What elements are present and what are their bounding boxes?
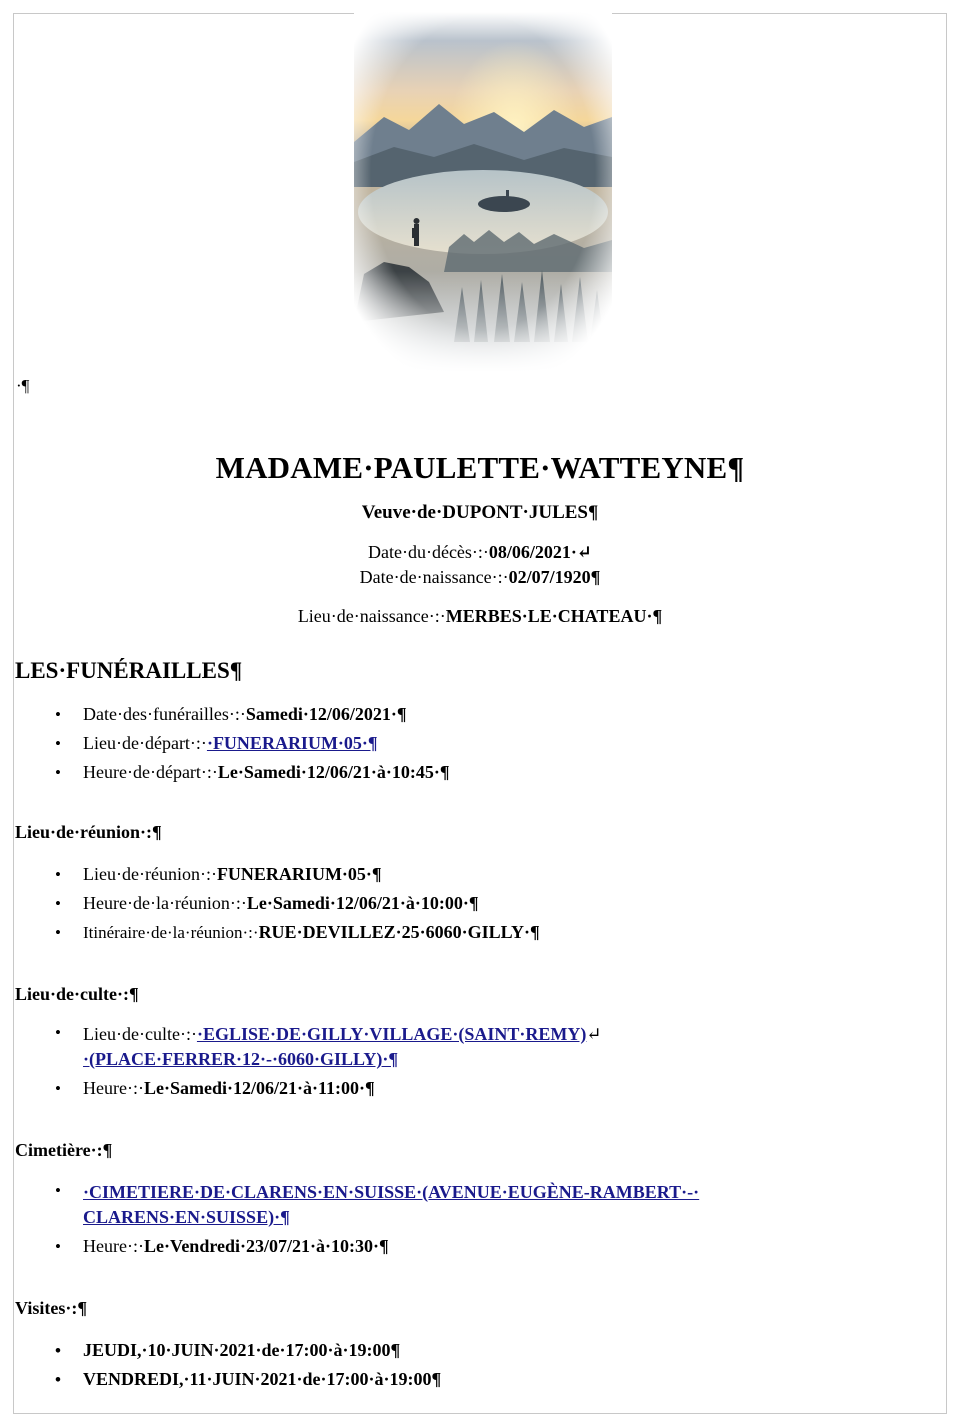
birthplace-value: MERBES·LE·CHATEAU·¶ [445,606,663,626]
list-item [14,729,450,758]
cimetiere-list [14,1178,699,1261]
death-date-label: Date·du·décès·:· [367,542,489,562]
item-label: Lieu·de·culte·:· [83,1024,197,1044]
list-item [14,700,450,729]
visites-list [14,1336,441,1394]
death-date-line [14,542,946,563]
item-label: Itinéraire·de·la·réunion·:· [83,923,259,942]
list-item [14,889,540,918]
birth-date-label: Date·de·naissance·:· [359,567,509,587]
reunion-list [14,860,540,947]
list-item: • JEUDI,·10·JUIN·2021·de·17:00·à·19:00¶ [14,1336,441,1365]
list-item [14,1232,699,1261]
empty-paragraph-mark: ·¶ [16,376,30,395]
list-item [14,918,540,947]
culte-heading: Lieu·de·culte·:¶ [15,984,139,1004]
item-value: Samedi·12/06/2021·¶ [245,704,407,724]
list-item [14,860,540,889]
item-value: Le·Vendredi·23/07/21·à·10:30·¶ [143,1236,389,1256]
reunion-heading: Lieu·de·réunion·:¶ [15,822,162,842]
item-value: RUE·DEVILLEZ·25·6060·GILLY·¶ [258,922,540,942]
widow-line: Veuve·de·DUPONT·JULES¶ [361,502,599,523]
item-value: Le·Samedi·12/06/21·à·10:00·¶ [246,893,479,913]
list-item [14,1178,699,1232]
item-label: Heure·:· [83,1236,144,1256]
line-break-mark: ↵ [586,1024,602,1044]
birth-date-value: 02/07/1920¶ [508,567,601,587]
birthplace-label: Lieu·de·naissance·:· [297,606,446,626]
cemetery-link-line2[interactable]: CLARENS·EN·SUISSE)·¶ [83,1207,290,1227]
cimetiere-heading: Cimetière·:¶ [15,1140,113,1160]
item-value: FUNERARIUM·05·¶ [216,864,382,884]
death-date-value: 08/06/2021·↵ [488,542,593,562]
item-label: Date·des·funérailles·:· [83,704,246,724]
document-page [13,13,947,1414]
cemetery-link-line1[interactable]: ·CIMETIERE·DE·CLARENS·EN·SUISSE·(AVENUE·EUGÈNE-RAMBERT·-· [83,1182,700,1202]
list-item [14,1020,601,1074]
item-label: Lieu·de·réunion·:· [83,864,217,884]
list-item [14,758,450,787]
birth-date-line [14,567,946,588]
list-item [14,1074,601,1103]
departure-place-link[interactable]: ·FUNERARIUM·05·¶ [206,733,378,753]
visites-heading: Visites·:¶ [15,1298,88,1318]
list-item: • VENDREDI,·11·JUIN·2021·de·17:00·à·19:00¶ [14,1365,441,1394]
item-label: Heure·:· [83,1078,144,1098]
church-link-line2[interactable]: ·(PLACE·FERRER·12·-·6060·GILLY)·¶ [83,1049,399,1069]
item-value: Le·Samedi·12/06/21·à·11:00·¶ [143,1078,375,1098]
birthplace-line [14,606,946,627]
culte-list [14,1020,601,1103]
funerailles-heading: LES·FUNÉRAILLES¶ [15,658,243,683]
item-label: Heure·de·départ·:· [83,762,218,782]
funerailles-list [14,700,450,787]
church-link-line1[interactable]: ·EGLISE·DE·GILLY·VILLAGE·(SAINT·REMY) [196,1024,587,1044]
item-value: Le·Samedi·12/06/21·à·10:45·¶ [217,762,450,782]
item-label: Lieu·de·départ·:· [83,733,207,753]
memorial-photo [354,12,612,372]
deceased-name-title: MADAME·PAULETTE·WATTEYNE¶ [215,450,745,485]
item-label: Heure·de·la·réunion·:· [83,893,247,913]
